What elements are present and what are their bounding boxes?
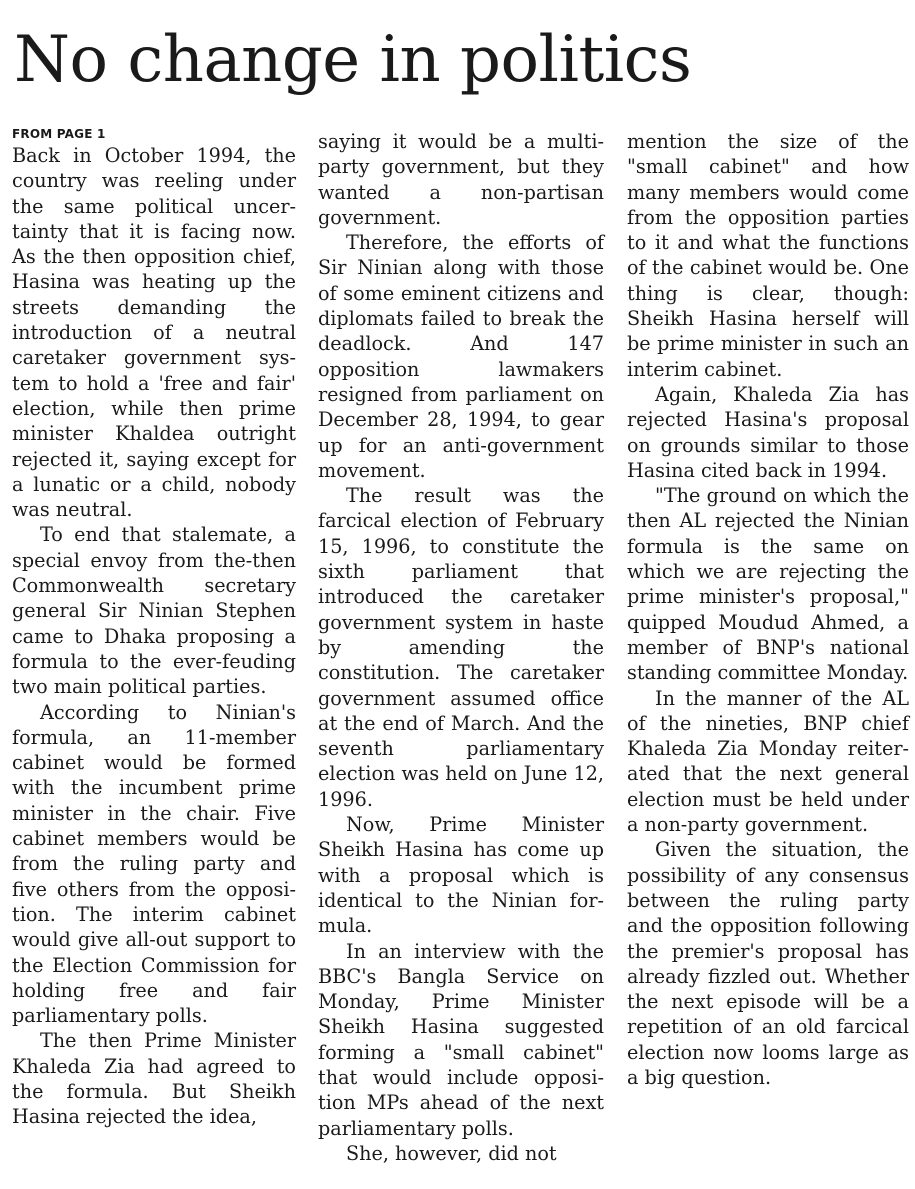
kicker-from-page: FROM PAGE 1	[12, 127, 106, 141]
article-column-1	[12, 126, 296, 1130]
paragraph: mention the size of the "small cabinet" and how many members would come from the opposition parties to it and what the functions of the cabinet would be. One thing is clear, though: Sheikh Hasina herself will be prime minister in such an interim cabinet.	[627, 130, 909, 381]
paragraph: According to Ninian's formula, an 11-member cabinet would be formed with the incumbent prime minister in the chair. Five cabinet members would be from the ruling party and five others from the opposition. The interim cabinet would give all-out support to the Election Commission for holding free and fair parliamentary polls.	[12, 700, 296, 1028]
paragraph: saying it would be a multi-party government, but they wanted a non-partisan government.	[318, 130, 604, 229]
paragraph: Again, Khaleda Zia has rejected Hasina's proposal on grounds similar to those Hasina cited back in 1994.	[627, 382, 909, 482]
paragraph: Now, Prime Minister Sheikh Hasina has come up with a proposal which is identical to the Ninian formula.	[318, 813, 604, 938]
paragraph: The then Prime Minister Khaleda Zia had agreed to the formula. But Sheikh Hasina rejected the idea,	[12, 1029, 296, 1129]
paragraph: In the manner of the AL of the nineties, BNP chief Khaleda Zia Monday reiterated that the next general election must be held under a non-party government.	[627, 686, 909, 837]
article-column-3	[627, 129, 909, 1090]
paragraph: She, however, did not	[346, 1141, 557, 1165]
paragraph: In an interview with the BBC's Bangla Service on Monday, Prime Minister Sheikh Hasina suggested forming a "small cabinet" that would include opposition MPs ahead of the next parliamentary polls.	[318, 939, 604, 1140]
article-column-2	[318, 129, 604, 1166]
paragraph: Back in October 1994, the country was reeling under the same political uncertainty that it is facing now. As the then opposition chief, Hasina was heating up the streets demanding the introduction of a neutral caretaker government system to hold a 'free and fair' election, while then prime minister Khaldea outright rejected it, saying except for a lunatic or a child, nobody was neutral.	[12, 144, 296, 522]
paragraph: Given the situation, the possibility of any consensus between the ruling party and the opposition following the premier's proposal has already fizzled out. Whether the next episode will be a repetition of an old farcical election now looms large as a big question.	[627, 838, 909, 1089]
headline: No change in politics	[14, 23, 692, 97]
paragraph: "The ground on which the then AL rejected the Ninian formula is the same on which we are rejecting the prime minister's proposal," quipped Moudud Ahmed, a member of BNP's national standing committee Monday.	[627, 484, 909, 685]
paragraph: To end that stalemate, a special envoy from the-then Commonwealth secretary general Sir Ninian Stephen came to Dhaka proposing a formula to the ever-feuding two main political parties.	[12, 523, 296, 699]
paragraph: The result was the farcical election of February 15, 1996, to constitute the sixth parliament that introduced the caretaker government system in haste by amending the constitution. The caretaker government assumed office at the end of March. And the seventh parliamentary election was held on June 12, 1996.	[318, 484, 604, 811]
paragraph: Therefore, the efforts of Sir Ninian along with those of some eminent citizens and diplomats failed to break the deadlock. And 147 opposition lawmakers resigned from parliament on December 28, 1994, to gear up for an anti-government movement.	[318, 231, 604, 482]
